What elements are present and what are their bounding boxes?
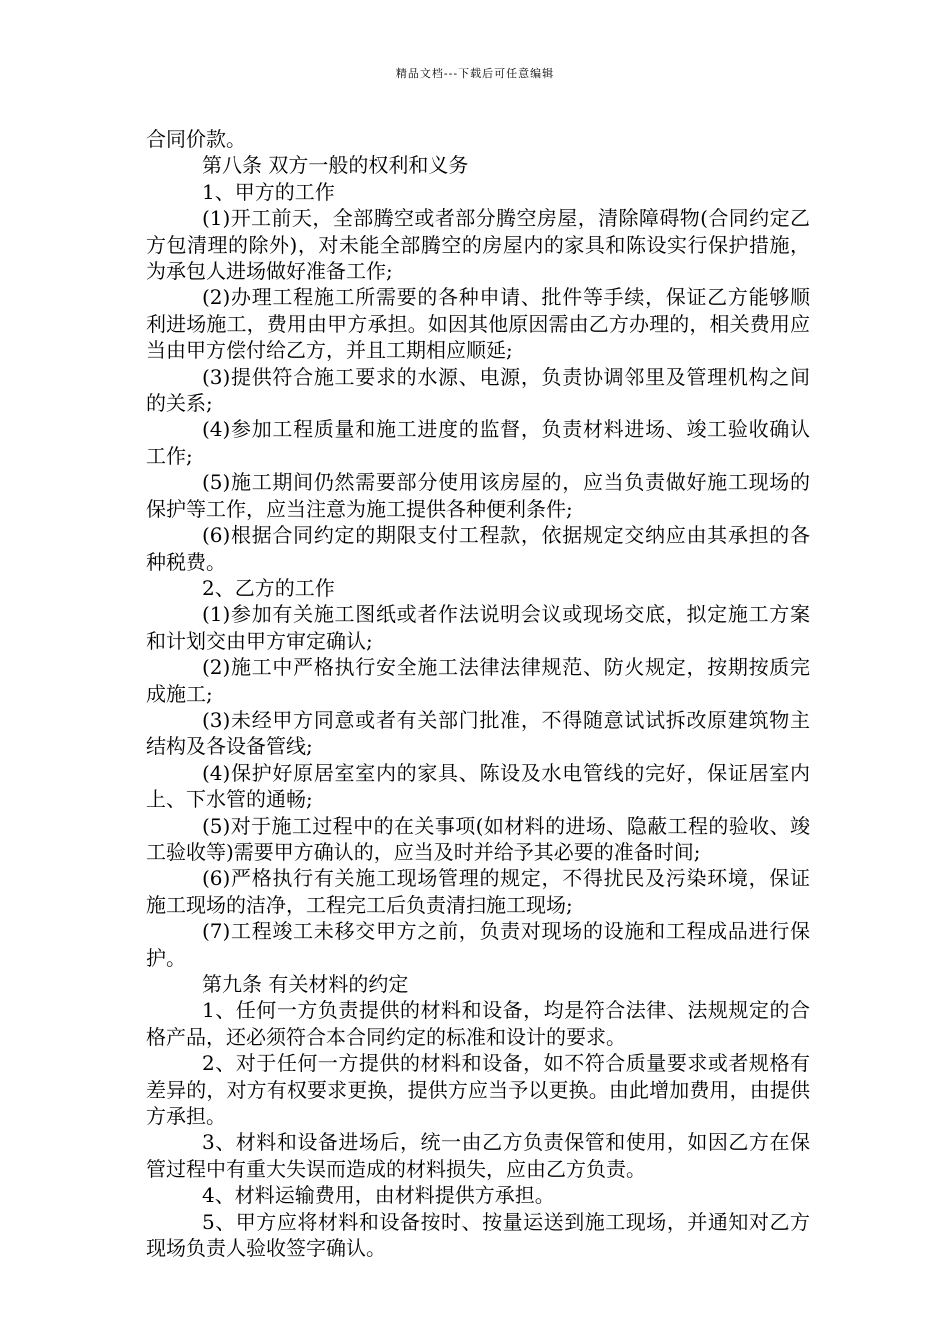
party-b-duties-heading: 2、乙方的工作: [202, 575, 335, 600]
party-b-item-3: (3)未经甲方同意或者有关部门批准，不得随意试试拆改原建筑物主结构及各设备管线;: [146, 707, 810, 759]
document-body: [146, 126, 810, 1261]
party-a-item-4: (4)参加工程质量和施工进度的监督，负责材料进场、竣工验收确认工作;: [146, 417, 810, 468]
party-b-item-5: (5)对于施工过程中的在关事项(如材料的进场、隐蔽工程的验收、竣工验收等)需要甲方确认的，应当及时并给予其必要的准备时间;: [146, 813, 810, 864]
article-8-heading: 第八条 双方一般的权利和义务: [202, 153, 469, 178]
party-b-item-6: (6)严格执行有关施工现场管理的规定，不得扰民及污染环境，保证施工现场的洁净，工程完工后负责清扫施工现场;: [146, 866, 810, 917]
materials-clause-1: 1、任何一方负责提供的材料和设备，均是符合法律、法规规定的合格产品，还必须符合本合同约定的标准和设计的要求。: [146, 998, 810, 1049]
materials-clause-5: 5、甲方应将材料和设备按时、按量运送到施工现场，并通知对乙方现场负责人验收签字确认。: [146, 1209, 810, 1261]
materials-clause-4: 4、材料运输费用，由材料提供方承担。: [202, 1183, 555, 1208]
party-a-item-6: (6)根据合同约定的期限支付工程款，依据规定交纳应由其承担的各种税费。: [146, 523, 810, 574]
party-a-duties-heading: 1、甲方的工作: [202, 179, 335, 204]
party-b-item-1: (1)参加有关施工图纸或者作法说明会议或现场交底，拟定施工方案和计划交由甲方审定确认;: [146, 602, 810, 653]
party-b-item-2: (2)施工中严格执行安全施工法律法律规范、防火规定，按期按质完成施工;: [146, 655, 810, 706]
page-header: 精品文档---下载后可任意编辑: [395, 67, 555, 80]
party-a-item-1: (1)开工前天，全部腾空或者部分腾空房屋，清除障碍物(合同约定乙方包清理的除外)，对未能全部腾空的房屋内的家具和陈设实行保护措施，为承包人进场做好准备工作;: [146, 206, 810, 284]
materials-clause-2: 2、对于任何一方提供的材料和设备，如不符合质量要求或者规格有差异的，对方有权要求更换，提供方应当予以更换。由此增加费用，由提供方承担。: [146, 1051, 810, 1129]
paragraph-continuation: 合同价款。: [146, 127, 246, 151]
party-a-item-5: (5)施工期间仍然需要部分使用该房屋的，应当负责做好施工现场的保护等工作，应当注意为施工提供各种便利条件;: [146, 470, 810, 521]
party-a-item-3: (3)提供符合施工要求的水源、电源，负责协调邻里及管理机构之间的关系;: [146, 364, 810, 416]
party-b-item-4: (4)保护好原居室室内的家具、陈设及水电管线的完好，保证居室内上、下水管的通畅;: [146, 760, 810, 812]
article-9-heading: 第九条 有关材料的约定: [202, 972, 409, 996]
party-b-item-7: (7)工程竣工未移交甲方之前，负责对现场的设施和工程成品进行保护。: [146, 919, 810, 970]
party-a-item-2: (2)办理工程施工所需要的各种申请、批件等手续，保证乙方能够顺利进场施工，费用由甲方承担。如因其他原因需由乙方办理的，相关费用应当由甲方偿付给乙方，并且工期相应顺延;: [146, 285, 810, 363]
materials-clause-3: 3、材料和设备进场后，统一由乙方负责保管和使用，如因乙方在保管过程中有重大失误而造成的材料损失，应由乙方负责。: [146, 1130, 810, 1181]
